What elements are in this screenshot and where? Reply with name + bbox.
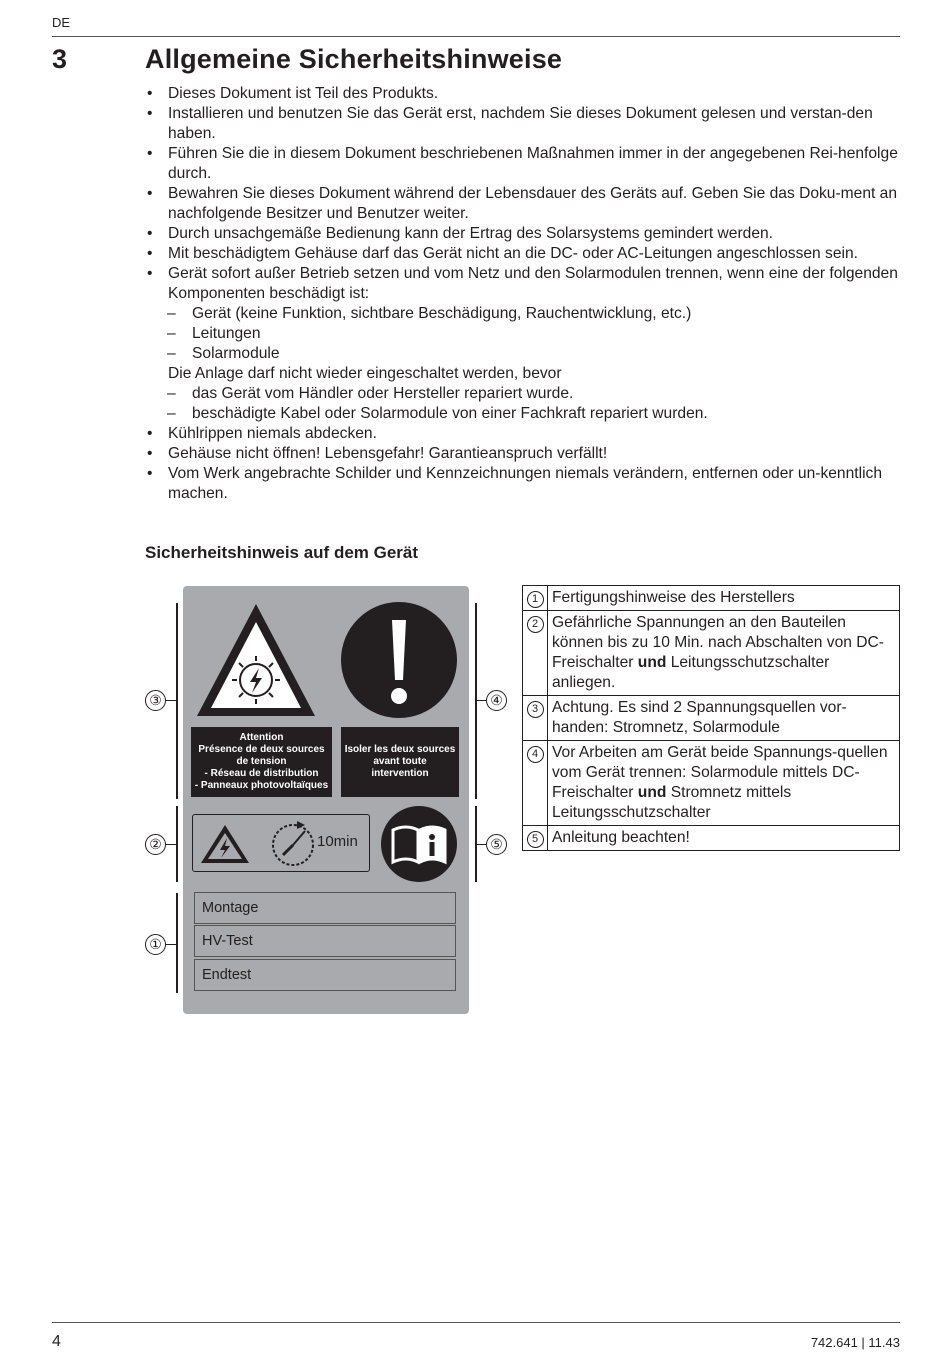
table-row bbox=[523, 586, 900, 611]
list-item: • Gehäuse nicht öffnen! Lebensgefahr! Garantieanspruch verfällt! bbox=[147, 445, 608, 462]
warning-box-fr-1: Attention Présence de deux sources de tension - Réseau de distribution - Panneaux photovoltaïques bbox=[191, 727, 332, 797]
legend-number: 5 bbox=[527, 831, 544, 848]
list-item: • Führen Sie die in diesem Dokument beschriebenen Maßnahmen immer in der angegebenen Rei-henfolge durch. bbox=[147, 145, 898, 182]
timer-icon bbox=[269, 819, 317, 867]
sub-list-item: – Gerät (keine Funktion, sichtbare Beschädigung, Rauchentwicklung, etc.) bbox=[167, 305, 692, 322]
callout-5: ⑤ bbox=[486, 834, 507, 855]
table-row bbox=[523, 826, 900, 851]
sub-list-item: – beschädigte Kabel oder Solarmodule von einer Fachkraft repariert wurden. bbox=[167, 405, 708, 422]
stamp-field-hv-test: HV-Test bbox=[194, 925, 456, 957]
callout-line bbox=[165, 844, 176, 845]
discharge-timer-box bbox=[192, 814, 370, 872]
section-heading: Sicherheitshinweis auf dem Gerät bbox=[145, 543, 419, 562]
legend-number: 4 bbox=[527, 746, 544, 763]
language-tag: DE bbox=[52, 15, 71, 30]
bracket-1 bbox=[176, 893, 178, 993]
exclamation-mandatory-icon bbox=[341, 602, 457, 718]
timer-label: 10min bbox=[317, 833, 358, 850]
callout-line bbox=[165, 944, 176, 945]
sub-list-item: – das Gerät vom Händler oder Hersteller repariert wurde. bbox=[167, 385, 574, 402]
chapter-title: Allgemeine Sicherheitshinweise bbox=[145, 44, 563, 74]
voltage-warning-small-icon bbox=[199, 823, 251, 865]
stamp-field-montage: Montage bbox=[194, 892, 456, 924]
callout-1: ① bbox=[145, 934, 166, 955]
bracket-3 bbox=[176, 603, 178, 799]
stamp-field-endtest: Endtest bbox=[194, 959, 456, 991]
warning-box-fr-2: Isoler les deux sources avant toute intervention bbox=[341, 727, 459, 797]
list-item: • Kühlrippen niemals abdecken. bbox=[147, 425, 377, 442]
table-row bbox=[523, 696, 900, 741]
callout-line bbox=[165, 700, 176, 701]
list-item: • Dieses Dokument ist Teil des Produkts. bbox=[147, 85, 439, 102]
legend-text: Anleitung beachten! bbox=[548, 826, 900, 851]
legend-table bbox=[522, 585, 900, 851]
list-item: • Gerät sofort außer Betrieb setzen und vom Netz und den Solarmodulen trennen, wenn eine der folgenden Komponenten beschädigt ist: bbox=[147, 265, 898, 302]
callout-4: ④ bbox=[486, 690, 507, 711]
legend-number: 2 bbox=[527, 616, 544, 633]
legend-text: Gefährliche Spannungen an den Bauteilen können bis zu 10 Min. nach Abschalten von DC-Freischalter und Leitungsschutzschalter anliegen. bbox=[548, 611, 900, 696]
bracket-2 bbox=[176, 806, 178, 882]
sub-list-item: – Solarmodule bbox=[167, 345, 280, 362]
legend-text: Vor Arbeiten am Gerät beide Spannungs-quellen vom Gerät trennen: Solarmodule mittels DC-Freischalter und Stromnetz mittels Leitungsschutzschalter bbox=[548, 741, 900, 826]
page-number: 4 bbox=[52, 1333, 61, 1350]
list-item: • Installieren und benutzen Sie das Gerät erst, nachdem Sie dieses Dokument gelesen und verstan-den haben. bbox=[147, 105, 873, 142]
restart-note: Die Anlage darf nicht wieder eingeschaltet werden, bevor bbox=[168, 365, 562, 382]
read-manual-icon bbox=[381, 806, 457, 882]
legend-number: 3 bbox=[527, 701, 544, 718]
chapter-number: 3 bbox=[52, 44, 68, 74]
list-item: • Bewahren Sie dieses Dokument während der Lebensdauer des Geräts auf. Geben Sie das Doku-ment an nachfolgende Besitzer und Benutzer weiter. bbox=[147, 185, 898, 222]
legend-text: Fertigungshinweise des Herstellers bbox=[548, 586, 900, 611]
footer-rule bbox=[52, 1322, 900, 1323]
header-rule bbox=[52, 36, 900, 37]
document-number: 742.641 | 11.43 bbox=[810, 1335, 900, 1350]
list-item: • Mit beschädigtem Gehäuse darf das Gerät nicht an die DC- oder AC-Leitungen angeschlossen sein. bbox=[147, 245, 858, 262]
legend-number: 1 bbox=[527, 591, 544, 608]
device-safety-label bbox=[183, 586, 469, 1014]
table-row bbox=[523, 611, 900, 696]
callout-2: ② bbox=[145, 834, 166, 855]
table-row bbox=[523, 741, 900, 826]
legend-text: Achtung. Es sind 2 Spannungsquellen vor-handen: Stromnetz, Solarmodule bbox=[548, 696, 900, 741]
callout-3: ③ bbox=[145, 690, 166, 711]
high-voltage-warning-icon bbox=[193, 600, 319, 722]
list-item: • Vom Werk angebrachte Schilder und Kennzeichnungen niemals verändern, entfernen oder un-kenntlich machen. bbox=[147, 465, 883, 502]
sub-list-item: – Leitungen bbox=[167, 325, 261, 342]
list-item: • Durch unsachgemäße Bedienung kann der Ertrag des Solarsystems gemindert werden. bbox=[147, 225, 774, 242]
bracket-4 bbox=[475, 603, 477, 799]
safety-list bbox=[145, 84, 905, 504]
